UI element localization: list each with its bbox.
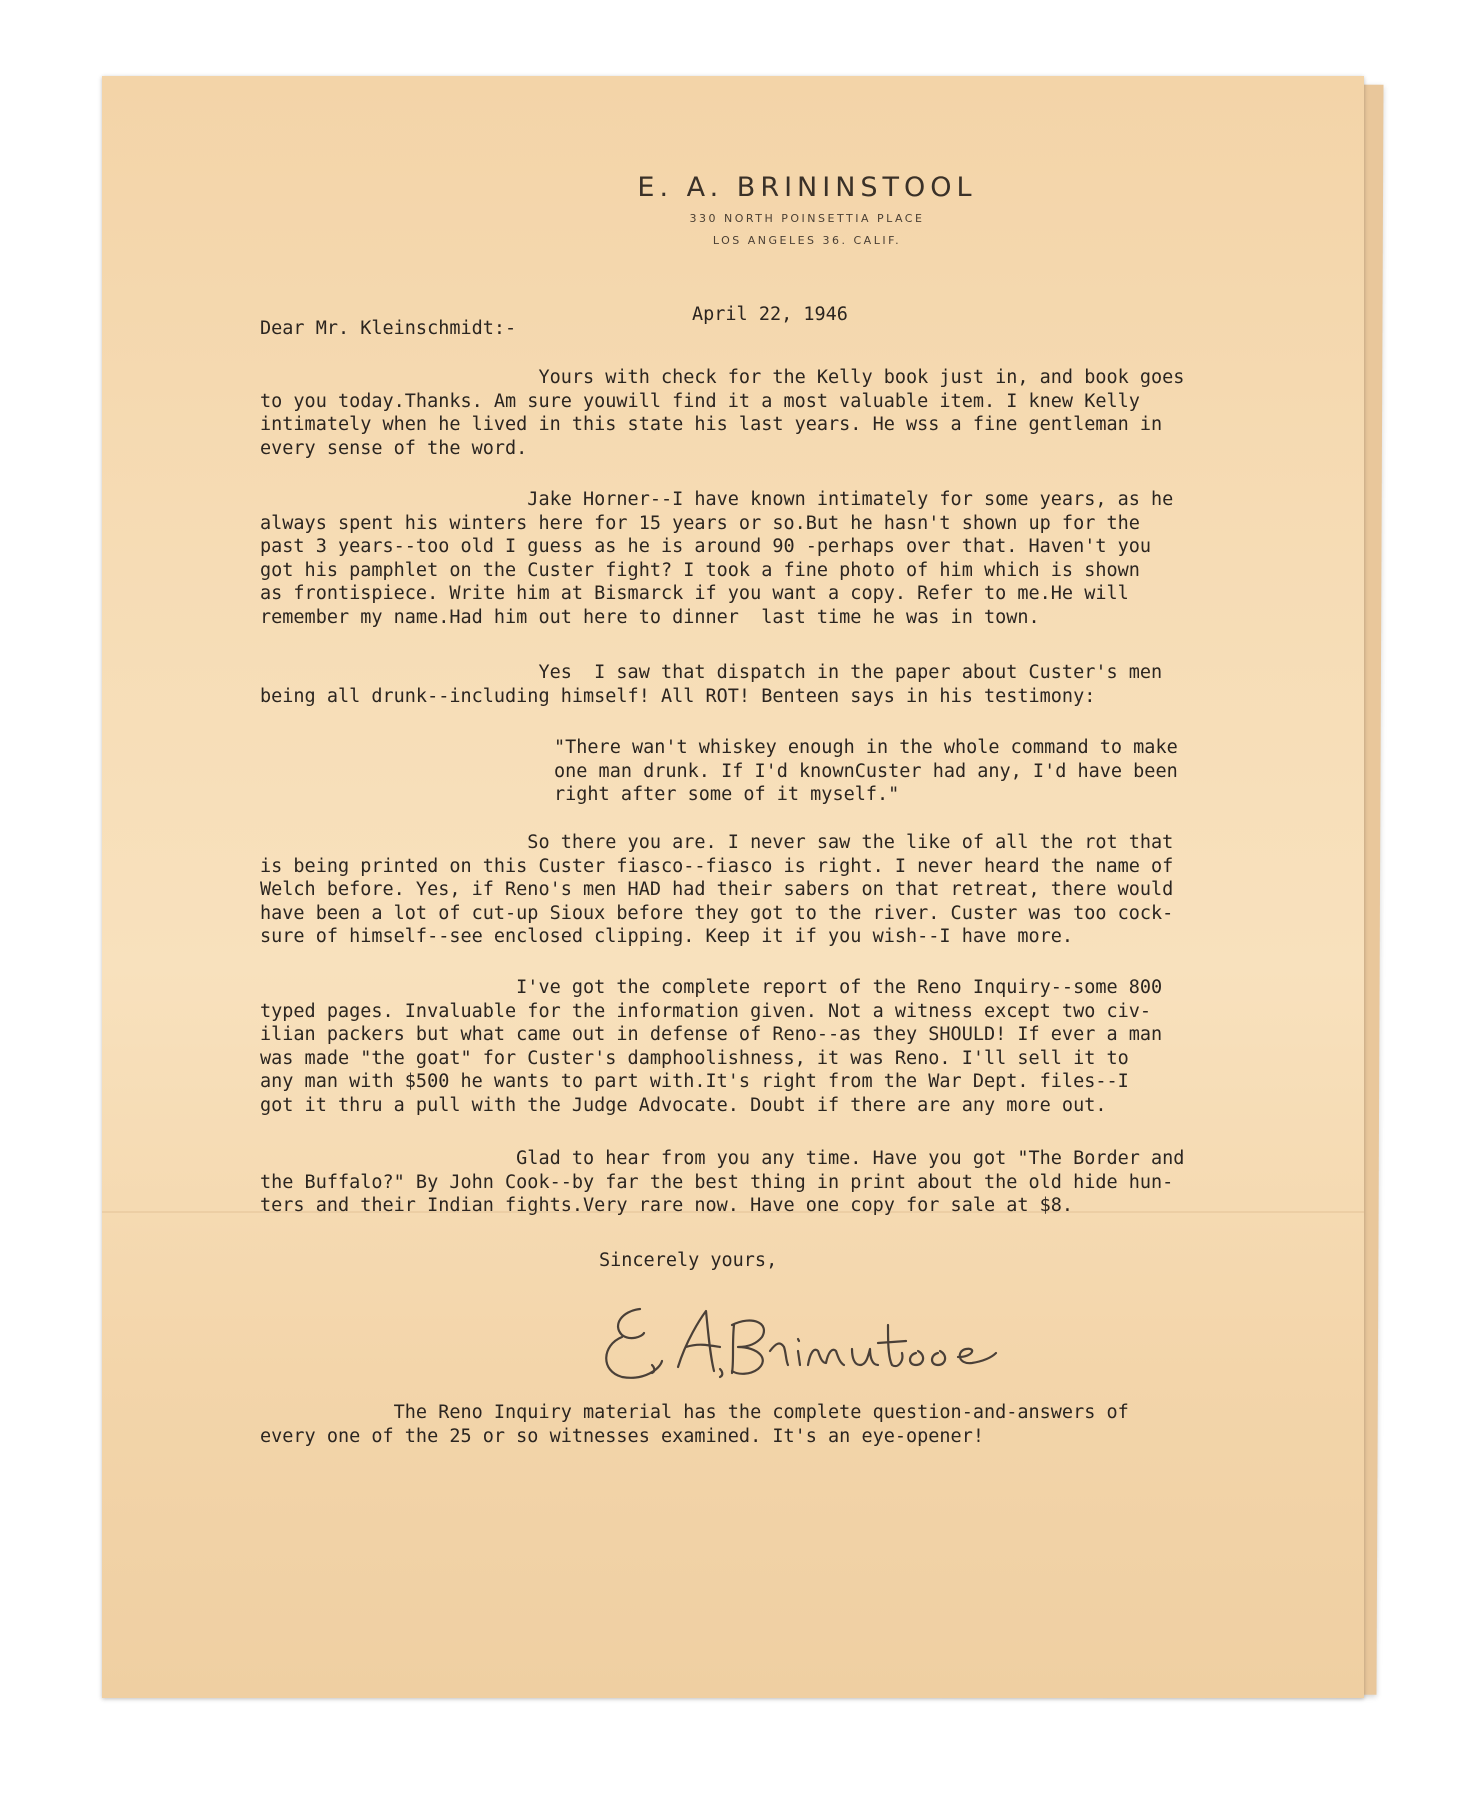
letter-date: April 22, 1946 (692, 304, 848, 325)
paragraph-kelly-book: Yours with check for the Kelly book just in, and book goes to you today.Thanks. Am sure youwill find it a most valuable item. I knew Kelly intimately when he lived in this state his last years. He wss a fine gentleman in every sense of the word. (260, 367, 1185, 459)
benteen-quote: "There wan't whiskey enough in the whole command to make one man drunk. If I'd knownCuster had any, I'd have been right after some of it myself." (554, 737, 1178, 805)
salutation: Dear Mr. Kleinschmidt:- (260, 318, 517, 339)
paragraph-custer-fiasco: So there you are. I never saw the like of all the rot that is being printed on this Custer fiasco--fiasco is right. I never heard the name of Welch before. Yes, if Reno's men HAD had their sabers on that retreat, there would have been a lot of cut-up Sioux before they got to the river. Custer was too cock- sure of himself--see enclosed clipping. Keep it if you wish--I have more. (260, 832, 1174, 947)
handwritten-signature (582, 1281, 1032, 1391)
letter-page (102, 76, 1364, 1698)
paragraph-reno-inquiry: I've got the complete report of the Reno Inquiry--some 800 typed pages. Invaluable for the information given. Not a witness except two civ- ilian packers but what came out in defense of Reno--as they SHOULD! If ever a man was made "the goat" for Custer's damphoolishness, it was Reno. I'll sell it to any man with $500 he wants to part with.It's right from the War Dept. files--I got it thru a pull with the Judge Advocate. Doubt if there are any more out. (260, 977, 1163, 1116)
paragraph-border-buffalo: Glad to hear from you any time. Have you got "The Border and the Buffalo?" By John Cook--by far the best thing in print about the old hide hun- ters and their Indian fights.Very rare now. Have one copy for sale at $8. (260, 1148, 1185, 1216)
paragraph-jake-horner: Jake Horner--I have known intimately for some years, as he always spent his winters here for 15 years or so.But he hasn't shown up for the past 3 years--too old I guess as he is around 90 -perhaps over that. Haven't you got his pamphlet on the Custer fight? I took a fine photo of him which is shown as frontispiece. Write him at Bismarck if you want a copy. Refer to me.He will remember my name.Had him out here to dinner last time he was in town. (260, 489, 1174, 628)
letterhead (482, 172, 1132, 247)
closing: Sincerely yours, (599, 1250, 778, 1271)
letterhead-street: 330 NORTH POINSETTIA PLACE (689, 212, 925, 225)
paragraph-dispatch: Yes I saw that dispatch in the paper about Custer's men being all drunk--including himself! All ROT! Benteen says in his testimony: (260, 662, 1163, 707)
letterhead-city: LOS ANGELES 36. CALIF. (712, 234, 902, 247)
letterhead-name: E. A. BRININSTOOL (637, 172, 977, 203)
postscript: The Reno Inquiry material has the complete question-and-answers of every one of the 25 or so witnesses examined. It's an eye-opener! (260, 1402, 1129, 1447)
